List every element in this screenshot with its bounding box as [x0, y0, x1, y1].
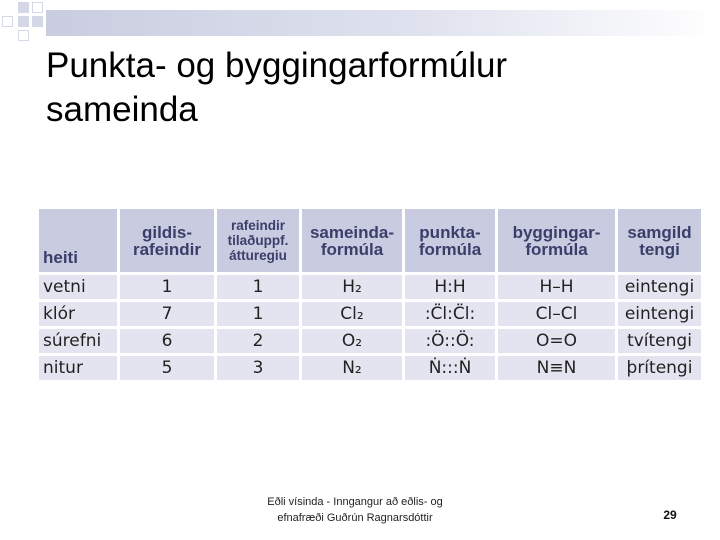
header-byggingarformula: byggingar- formúla	[498, 209, 615, 272]
slide-title-line1: Punkta- og byggingarformúlur	[46, 46, 508, 85]
corner-square	[2, 16, 13, 27]
corner-square	[18, 30, 29, 41]
cell-structural-formula: Cl–Cl	[498, 302, 615, 326]
cell-needed: 1	[217, 302, 299, 326]
table-row	[39, 275, 701, 299]
cell-valence: 5	[120, 356, 214, 380]
corner-square	[18, 16, 29, 27]
header-punktaformula: punkta- formúla	[405, 209, 495, 272]
header-sameindaformula: sameinda- formúla	[302, 209, 402, 272]
corner-square	[32, 16, 43, 27]
table-header-row	[39, 209, 701, 272]
cell-name: súrefni	[39, 329, 117, 353]
cell-formula: H₂	[302, 275, 402, 299]
page-number: 29	[663, 508, 677, 522]
footer-line1: Eðli vísinda - Inngangur að eðlis- og	[267, 496, 443, 508]
footer-line2: efnafræði Guðrún Ragnarsdóttir	[277, 512, 433, 524]
cell-name: vetni	[39, 275, 117, 299]
corner-square	[32, 2, 43, 13]
cell-dot-formula: Ṅ:::Ṅ	[405, 356, 495, 380]
cell-valence: 6	[120, 329, 214, 353]
cell-formula: N₂	[302, 356, 402, 380]
slide-footer	[230, 494, 480, 526]
cell-dot-formula: :Ö::Ö:	[405, 329, 495, 353]
cell-structural-formula: O=O	[498, 329, 615, 353]
cell-formula: Cl₂	[302, 302, 402, 326]
cell-dot-formula: H:H	[405, 275, 495, 299]
table-row	[39, 329, 701, 353]
cell-name: nitur	[39, 356, 117, 380]
slide-title	[46, 44, 666, 132]
cell-structural-formula: N≡N	[498, 356, 615, 380]
cell-dot-formula: :C̈l:C̈l:	[405, 302, 495, 326]
header-gildisrafeindir: gildis- rafeindir	[120, 209, 214, 272]
cell-name: klór	[39, 302, 117, 326]
header-rafeindir: rafeindir tilaðuppf. átturegiu	[217, 209, 299, 272]
cell-bond-type: eintengi	[618, 275, 701, 299]
table-row	[39, 302, 701, 326]
header-samgildtengi: samgild tengi	[618, 209, 701, 272]
cell-valence: 1	[120, 275, 214, 299]
slide-title-line2: sameinda	[46, 90, 198, 129]
header-heiti: heiti	[39, 209, 117, 272]
cell-bond-type: tvítengi	[618, 329, 701, 353]
table-row	[39, 356, 701, 380]
cell-structural-formula: H–H	[498, 275, 615, 299]
cell-needed: 3	[217, 356, 299, 380]
header-gradient-bar	[46, 10, 720, 36]
cell-bond-type: eintengi	[618, 302, 701, 326]
corner-square	[18, 2, 29, 13]
cell-needed: 1	[217, 275, 299, 299]
cell-valence: 7	[120, 302, 214, 326]
molecule-table	[36, 206, 704, 383]
cell-needed: 2	[217, 329, 299, 353]
cell-bond-type: þrítengi	[618, 356, 701, 380]
cell-formula: O₂	[302, 329, 402, 353]
